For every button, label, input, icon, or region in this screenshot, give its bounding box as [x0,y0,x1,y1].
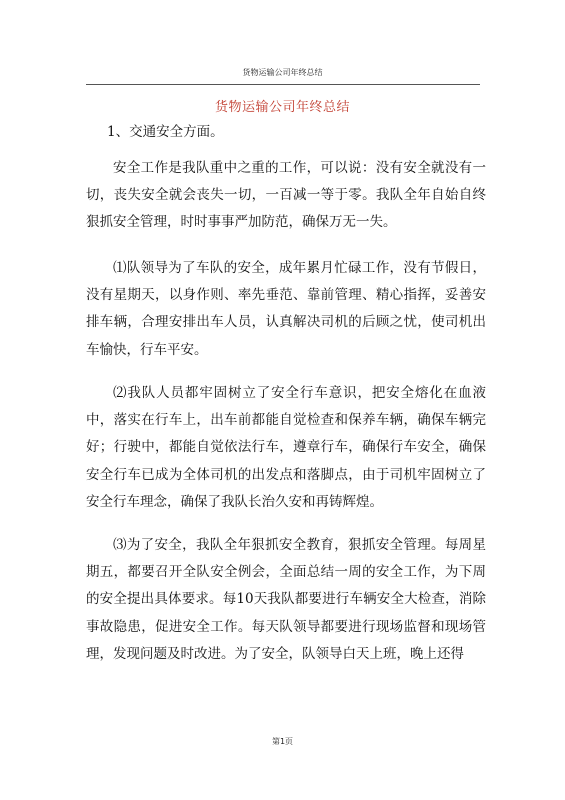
header-divider [86,84,480,85]
paragraph-2: ⑴队领导为了车队的安全，成年累月忙碌工作，没有节假日，没有星期天，以身作则、率先垂范、靠前管理、精心指挥，妥善安排车辆，合理安排出车人员，认真解决司机的后顾之忧，使司机出车愉快，行车平安。 [86,260,486,358]
paragraph-4: ⑶为了安全，我队全年狠抓安全教育，狠抓安全管理。每周星期五，都要召开全队安全例会，全面总结一周的安全工作，为下周的安全提出具体要求。每10天我队都要进行车辆安全大检查，消除事故隐患，促进安全工作。每天队领导都要进行现场监督和现场管理，发现问题及时改进。为了安全，队领导白天上班，晚上还得 [86,537,486,662]
section-heading: 1、交通安全方面。 [107,124,224,140]
running-header: 货物运输公司年终总结 [242,68,323,77]
paragraph-3: ⑵我队人员都牢固树立了安全行车意识，把安全熔化在血液中，落实在行车上，出车前都能自觉检查和保养车辆，确保车辆完好；行驶中，都能自觉依法行车，遵章行车，确保行车安全，确保安全行车已成为全体司机的出发点和落脚点，由于司机牢固树立了安全行车理念，确保了我队长治久安和再铸辉煌。 [86,385,486,510]
page-number: 第1页 [271,737,294,746]
document-title: 货物运输公司年终总结 [214,100,350,115]
paragraph-1: 安全工作是我队重中之重的工作，可以说：没有安全就没有一切，丧失安全就会丧失一切，一百减一等于零。我队全年自始自终狠抓安全管理，时时事事严加防范，确保万无一失。 [86,160,486,231]
